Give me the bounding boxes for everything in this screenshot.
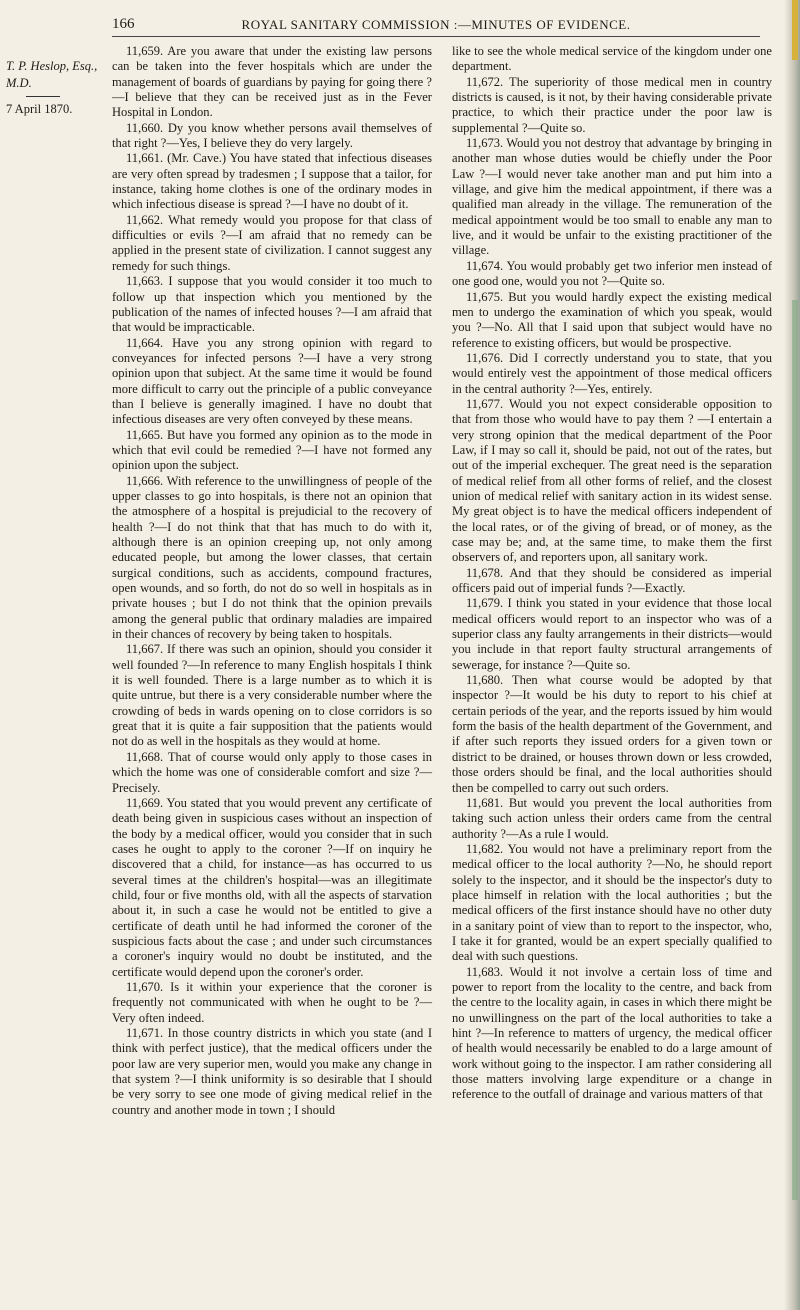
paragraph: 11,669. You stated that you would prevent any certificate of death being given in suspicious cases without an inspection of the body by a medical officer, would you consider that in such cases he ought to apply to the coroner ?—If on inquiry he discovered that a child, for instance—as has occurred to us several times at the children's hospital—was an illegitimate child, four or five months old, with all the aspects of starvation about it, in such a case he would not be entitled to give a certificate of death until he had informed the coroner of the suspicious facts about the case ; and under such circumstances a coroner's inquiry would no doubt be instituted, and the certificate would depend upon the coroner's order. [112, 795, 432, 979]
paragraph: 11,681. But would you prevent the local authorities from taking such action unless their orders came from the central authority ?—As a rule I would. [452, 795, 772, 841]
edge-gold-mark [792, 0, 798, 60]
paragraph: like to see the whole medical service of the kingdom under one department. [452, 44, 772, 74]
right-column [452, 44, 772, 1304]
text-columns [112, 44, 772, 1304]
margin-note [6, 58, 106, 118]
paragraph: 11,660. Dy you know whether persons avail themselves of that right ?—Yes, I believe they do very largely. [112, 120, 432, 151]
left-column [112, 44, 432, 1304]
paragraph: 11,671. In those country districts in which you state (and I think with perfect justice), that the medical officers under the poor law are very superior men, would you make any change in that system ?—I think uniformity is so desirable that I should be very sorry to see one mode of giving medical relief in the country and another mode in town ; I should [112, 1026, 432, 1117]
paragraph: 11,677. Would you not expect considerable opposition to that from those who would have to pay them ? —I entertain a very strong opinion that the medical department of the Poor Law, if I may so call it, should be paid, not out of the rates, but out of the imperial exchequer. The great need is the separation of medical relief from all other forms of relief, and the closest union of medical relief with sanitary action in its widest sense. My great object is to have the medical officers independent of the local rates, or of the giving of bread, or of money, as the case may be; and, at the same time, to make them the first observers of, and reporters upon, all sanitary work. [452, 396, 772, 565]
edge-green-mark [792, 300, 798, 1200]
paragraph: 11,679. I think you stated in your evidence that those local medical officers would report to an inspector who was of a superior class any faulty arrangements in their districts—would you include in that report faulty structural arrangements of sewerage, for instance ?—Quite so. [452, 596, 772, 672]
page-number: 166 [112, 16, 135, 32]
paragraph: 11,664. Have you any strong opinion with regard to conveyances for infected persons ?—I have a very strong opinion upon that subject. At the same time it would be found more difficult to carry out the principle of a public conveyance than I believe is generally imagined. I have no doubt that infectious diseases are very often conveyed by these means. [112, 335, 432, 427]
paragraph: 11,659. Are you aware that under the existing law persons can be taken into the fever hospitals which are under the management of boards of guardians by paying for going there ?—I believe that they can be received just as in the Fever Hospital in London. [112, 44, 432, 120]
page-edge [784, 0, 800, 1310]
paragraph: 11,676. Did I correctly understand you to state, that you would entirely vest the appointment of those medical officers in the central authority ?—Yes, entirely. [452, 350, 772, 396]
evidence-date: 7 April 1870. [6, 102, 73, 116]
paragraph: 11,682. You would not have a preliminary report from the medical officer to the local authority ?—No, he should report solely to the inspector, and it should be the inspector's duty to place himself in relation with the local authorities ; but the medical officers of the first instance should have no other duty in a sanitary point of view than to report to the inspector, who, I take it for granted, would be an expert specially qualified to deal with such questions. [452, 841, 772, 964]
page-header [112, 16, 760, 37]
paragraph: 11,667. If there was such an opinion, should you consider it well founded ?—In reference to many English hospitals I think it is well founded. There is a large number as to which it is quite untrue, but there is a very considerable number where the crowding of beds in wards opening on to close corridors is so great that it is quite a fair supposition that the patients would not do as well in the hospitals as they would at home. [112, 642, 432, 749]
paragraph: 11,661. (Mr. Cave.) You have stated that infectious diseases are very often spread by tradesmen ; I suppose that a tailor, for instance, taking home clothes is one of the ordinary modes in which infectious disease is spread ?—I have no doubt of it. [112, 151, 432, 212]
paragraph: 11,674. You would probably get two inferior men instead of one good one, would you not ?—Quite so. [452, 258, 772, 289]
paragraph: 11,683. Would it not involve a certain loss of time and power to report from the locality to the centre, and back from the centre to the locality again, in cases in which there might be no unwillingness on the part of the local authorities to take a hint ?—In reference to matters of urgency, the medical officer of health would necessarily be enabled to do a large amount of work without going to the inspector. I am rather considering all those matters involving large expenditure or a change in reference to the outfall of drainage and various matters of that [452, 964, 772, 1102]
running-head: ROYAL SANITARY COMMISSION :—MINUTES OF EVIDENCE. [241, 17, 631, 32]
paragraph: 11,665. But have you formed any opinion as to the mode in which that evil could be remedied ?—I have not formed any opinion upon the subject. [112, 427, 432, 473]
paragraph: 11,672. The superiority of those medical men in country districts is caused, is it not, by their having considerable private practice, to which their practice under the poor law is supplemental ?—Quite so. [452, 74, 772, 135]
paragraph: 11,668. That of course would only apply to those cases in which the home was one of considerable comfort and size ?—Precisely. [112, 749, 432, 795]
paragraph: 11,662. What remedy would you propose for that class of difficulties or evils ?—I am afraid that no remedy can be applied in the present state of civilization. I cannot suggest any remedy for such things. [112, 212, 432, 273]
paragraph: 11,675. But you would hardly expect the existing medical men to undergo the examination of which you speak, would you ?—No. All that I said upon that subject would have no reference to existing officers, but would be prospective. [452, 289, 772, 350]
witness-name: T. P. Heslop, Esq., M.D. [6, 59, 98, 90]
paragraph: 11,663. I suppose that you would consider it too much to follow up that inspection which you mentioned by the publication of the names of infected houses ?—I am afraid that that would be impracticable. [112, 274, 432, 335]
margin-rule [26, 96, 60, 97]
paragraph: 11,670. Is it within your experience that the coroner is frequently not communicated with when he ought to be ?—Very often indeed. [112, 979, 432, 1025]
paragraph: 11,673. Would you not destroy that advantage by bringing in another man whose duties would be chiefly under the Poor Law ?—I would never take another man and put him into a village, and give him the medical appointment, if there was a qualified man already in the village. The remuneration of the medical appointment would be too small to enable any man to live, and it would be unfair to the existing practitioner of the village. [452, 136, 772, 258]
paragraph: 11,680. Then what course would be adopted by that inspector ?—It would be his duty to report to his chief at certain periods of the year, and the reports issued by him would form the basis of the health department of the Government, and if after such reports they issued orders for a given town or district to be drained, or houses thrown down or less crowded, those orders should be final, and the local authorities should then be compelled to carry out such orders. [452, 673, 772, 795]
paragraph: 11,666. With reference to the unwillingness of people of the upper classes to go into hospitals, is there not an opinion that the atmosphere of a hospital is prejudicial to the recovery of health ?—I do not think that that has much to do with it, although there is an opinion creeping up, not only among educated people, but among the lower classes, that certain surgical conditions, such as accidents, compound fractures, open wounds, and so forth, do not do so well in hospitals as in private houses ; but I do not think that the opinion prevails among the general public that ordinary maladies are impaired in their chances of recovery by being taken to hospitals. [112, 473, 432, 642]
paragraph: 11,678. And that they should be considered as imperial officers paid out of imperial funds ?—Exactly. [452, 565, 772, 596]
